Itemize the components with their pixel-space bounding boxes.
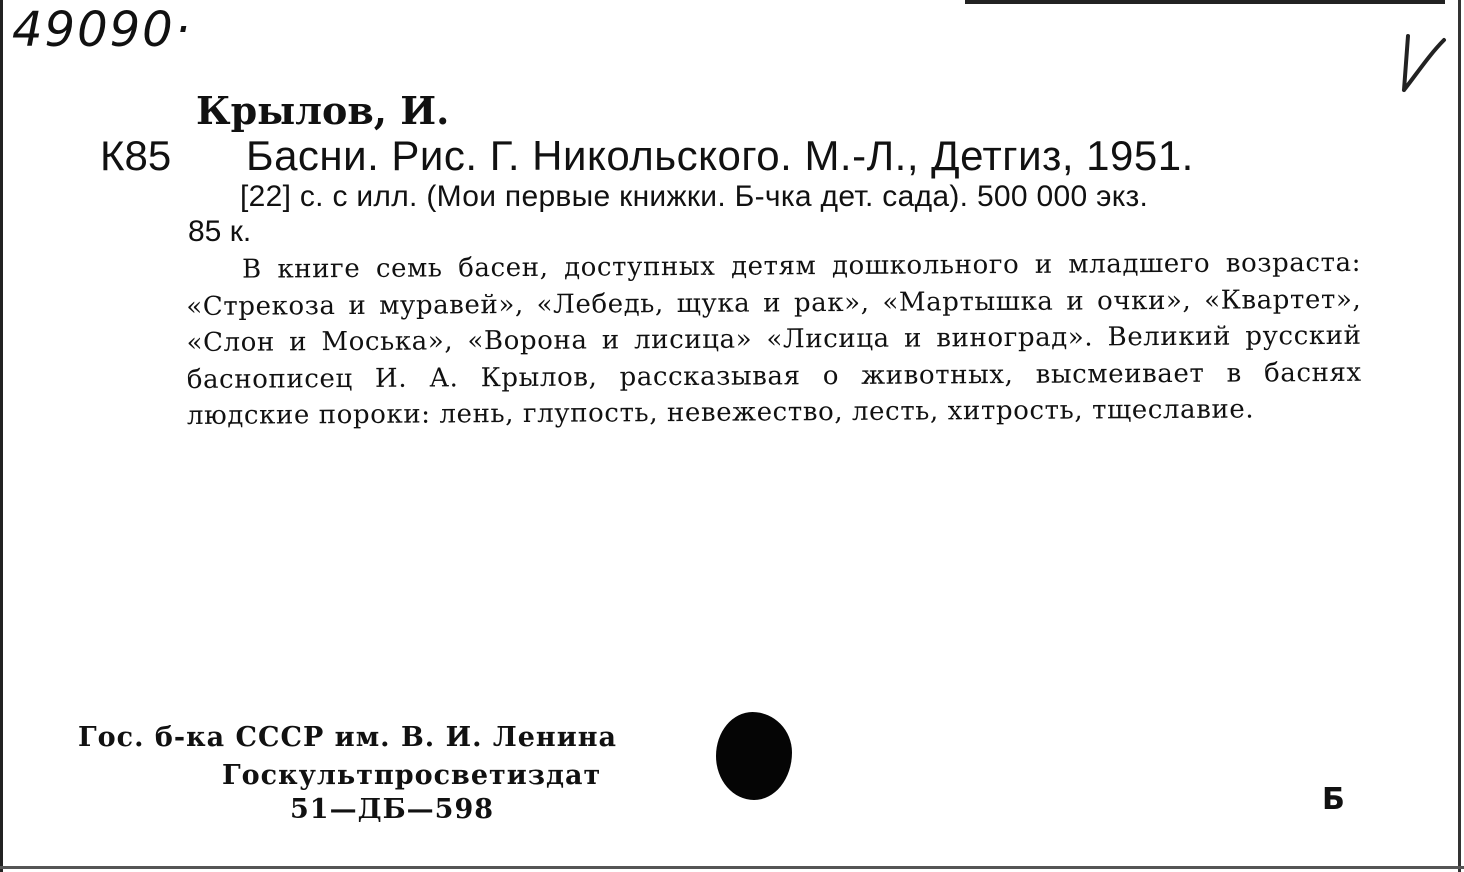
physical-description: [22] с. с илл. (Мои первые книжки. Б-чка дет. сада). 500 000 экз. — [240, 180, 1149, 213]
card-right-edge — [1458, 0, 1461, 872]
check-mark-icon — [1394, 28, 1450, 100]
order-code: 51—ДБ—598 — [290, 794, 495, 825]
library-name: Гос. б-ка СССР им. В. И. Ленина — [78, 722, 617, 753]
punch-hole — [716, 712, 792, 800]
author-name: Крылов, И. — [196, 88, 450, 133]
price: 85 к. — [188, 215, 252, 248]
handwritten-number: 49090· — [12, 2, 192, 58]
card-top-edge — [965, 0, 1445, 4]
card-bottom-edge — [0, 866, 1464, 869]
annotation-text: В книге семь басен, доступных детям дошкольного и младшего возраста: «Стрекоза и муравей», «Лебедь, щука и рак», «Мартышка и очки», «Квартет», «Слон и Моська», «Ворона и лисица» «Лисица и виноград». Великий русский баснописец И. А. Крылов, рассказывая о животных, высмеивает в баснях людские пороки: лень, глупость, невежество, лесть, хитрость, тщеславие. — [186, 247, 1362, 431]
publisher-name: Госкультпросветиздат — [222, 760, 602, 791]
card-left-edge — [0, 0, 3, 872]
title-line: Басни. Рис. Г. Никольского. М.-Л., Детгиз, 1951. — [246, 132, 1194, 179]
corner-mark: Б — [1322, 782, 1345, 817]
call-number: К85 — [100, 132, 172, 179]
